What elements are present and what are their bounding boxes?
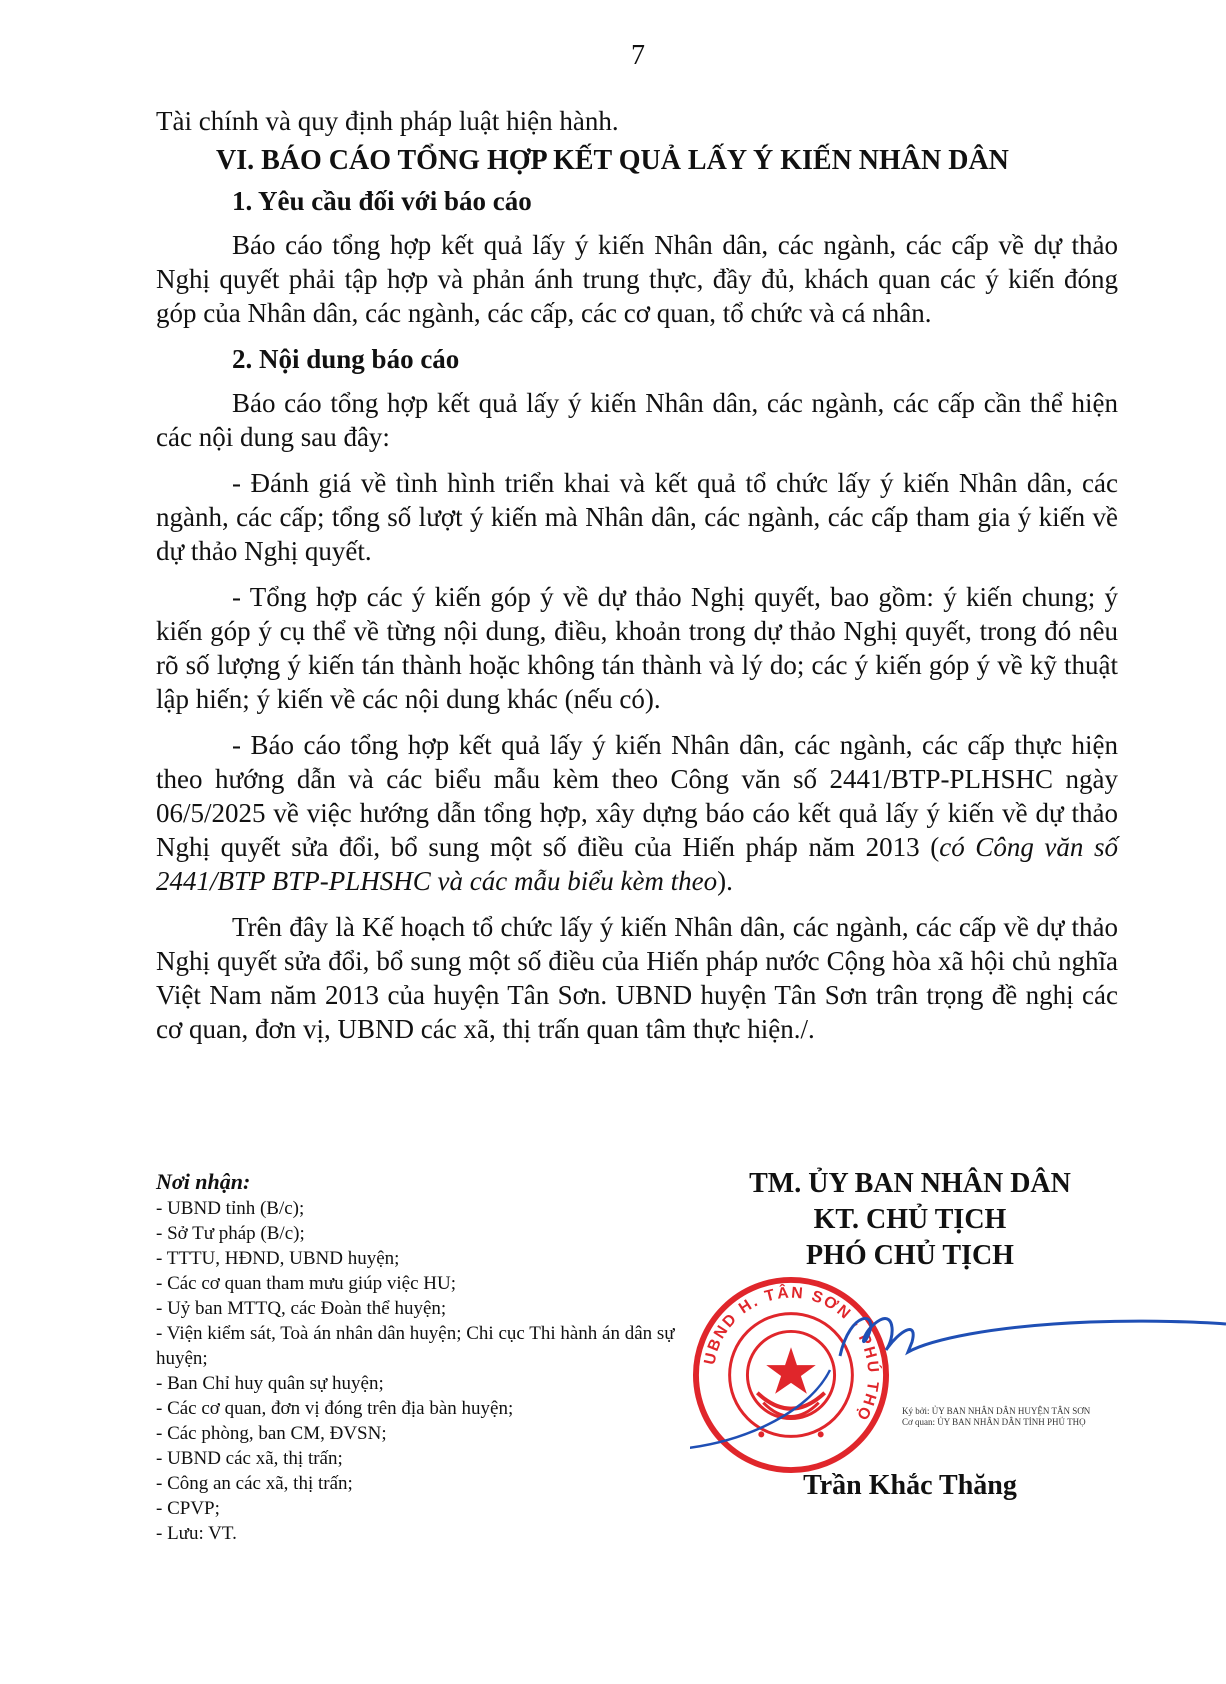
section-heading: VI. BÁO CÁO TỔNG HỢP KẾT QUẢ LẤY Ý KIẾN NHÂN DÂN bbox=[216, 145, 1009, 176]
bullet-2: - Tổng hợp các ý kiến góp ý về dự thảo Nghị quyết, bao gồm: ý kiến chung; ý kiến góp ý cụ thể về từng nội dung, điều, khoản trong dự thảo Nghị quyết, trong đó nêu rõ số lượng ý kiến tán thành hoặc không tán thành và lý do; các ý kiến góp ý về kỹ thuật lập hiến; ý kiến về các nội dung khác (nếu có). bbox=[156, 582, 1118, 714]
recipient-item: - Các phòng, ban CM, ĐVSN; bbox=[156, 1423, 387, 1444]
signature-block bbox=[700, 1166, 1120, 1274]
bullet-3 bbox=[156, 728, 1118, 898]
digital-signed-by: Ký bởi: ỦY BAN NHÂN DÂN HUYỆN TÂN SƠN bbox=[902, 1406, 1091, 1416]
subsection-1-heading: 1. Yêu cầu đối với báo cáo bbox=[232, 186, 532, 216]
subsection-2-intro: Báo cáo tổng hợp kết quả lấy ý kiến Nhân dân, các ngành, các cấp cần thể hiện các nội dung sau đây: bbox=[156, 388, 1118, 452]
bullet-3-end: ). bbox=[717, 866, 733, 896]
recipient-item: - UBND tỉnh (B/c); bbox=[156, 1198, 305, 1219]
subsection-2-heading: 2. Nội dung báo cáo bbox=[232, 344, 460, 374]
bullet-3-italic: có Công văn số 2441/BTP BTP-PLHSHC và các mẫu biểu kèm theo bbox=[156, 832, 1119, 896]
subsection-1-paragraph: Báo cáo tổng hợp kết quả lấy ý kiến Nhân dân, các ngành, các cấp về dự thảo Nghị quyết phải tập hợp và phản ánh trung thực, đầy đủ, khách quan các ý kiến đóng góp của Nhân dân, các ngành, các cấp, các cơ quan, tổ chức và cá nhân. bbox=[156, 230, 1118, 328]
recipient-item: - Sở Tư pháp (B/c); bbox=[156, 1223, 305, 1244]
recipient-item: - CPVP; bbox=[156, 1498, 220, 1519]
digital-agency: Cơ quan: ỦY BAN NHÂN DÂN TỈNH PHÚ THỌ bbox=[902, 1417, 1086, 1427]
recipient-item: - Ban Chỉ huy quân sự huyện; bbox=[156, 1373, 384, 1394]
signature-title-line-3: PHÓ CHỦ TỊCH bbox=[806, 1240, 1014, 1271]
page-number: 7 bbox=[631, 40, 645, 71]
signature-title-line-1: TM. ỦY BAN NHÂN DÂN bbox=[749, 1168, 1071, 1199]
recipient-item: - UBND các xã, thị trấn; bbox=[156, 1448, 343, 1469]
handwritten-signature-icon bbox=[690, 1290, 1226, 1470]
continuation-text: Tài chính và quy định pháp luật hiện hành. bbox=[156, 106, 619, 136]
signature-title-line-2: KT. CHỦ TỊCH bbox=[813, 1204, 1007, 1235]
document-body bbox=[156, 104, 1118, 1046]
recipients-list bbox=[156, 1196, 716, 1546]
recipient-item: - Các cơ quan tham mưu giúp việc HU; bbox=[156, 1273, 456, 1294]
recipient-item: - Công an các xã, thị trấn; bbox=[156, 1473, 353, 1494]
digital-signature-info bbox=[902, 1406, 1102, 1428]
recipients-title: Nơi nhận: bbox=[156, 1169, 251, 1194]
signer-name: Trần Khắc Thăng bbox=[803, 1470, 1017, 1501]
recipient-item: - Các cơ quan, đơn vị đóng trên địa bàn huyện; bbox=[156, 1398, 514, 1419]
closing-paragraph: Trên đây là Kế hoạch tổ chức lấy ý kiến Nhân dân, các ngành, các cấp về dự thảo Nghị quyết sửa đổi, bổ sung một số điều của Hiến pháp nước Cộng hòa xã hội chủ nghĩa Việt Nam năm 2013 của huyện Tân Sơn. UBND huyện Tân Sơn trân trọng đề nghị các cơ quan, đơn vị, UBND các xã, thị trấn quan tâm thực hiện./. bbox=[156, 912, 1118, 1044]
recipient-item: - Lưu: VT. bbox=[156, 1523, 237, 1544]
bullet-1: - Đánh giá về tình hình triển khai và kết quả tổ chức lấy ý kiến Nhân dân, các ngành, các cấp; tổng số lượt ý kiến mà Nhân dân, các ngành, các cấp tham gia ý kiến về dự thảo Nghị quyết. bbox=[156, 468, 1118, 566]
svg-text:UBND H. TÂN SƠN · PHÚ THỌ: UBND H. TÂN SƠN · PHÚ THỌ bbox=[701, 1284, 882, 1425]
bullet-3-text: - Báo cáo tổng hợp kết quả lấy ý kiến Nhân dân, các ngành, các cấp thực hiện theo hướng dẫn và các biểu mẫu kèm theo Công văn số 2441/BTP-PLHSHC ngày 06/5/2025 về việc hướng dẫn tổng hợp, xây dựng báo cáo kết quả lấy ý kiến về dự thảo Nghị quyết sửa đổi, bổ sung một số điều của Hiến pháp năm 2013 ( bbox=[156, 730, 1118, 862]
recipient-item: - TTTU, HĐND, UBND huyện; bbox=[156, 1248, 400, 1269]
recipients-block bbox=[156, 1168, 716, 1546]
recipient-item: - Uỷ ban MTTQ, các Đoàn thể huyện; bbox=[156, 1298, 447, 1319]
recipient-item: - Viện kiểm sát, Toà án nhân dân huyện; Chi cục Thi hành án dân sự huyện; bbox=[156, 1323, 675, 1369]
